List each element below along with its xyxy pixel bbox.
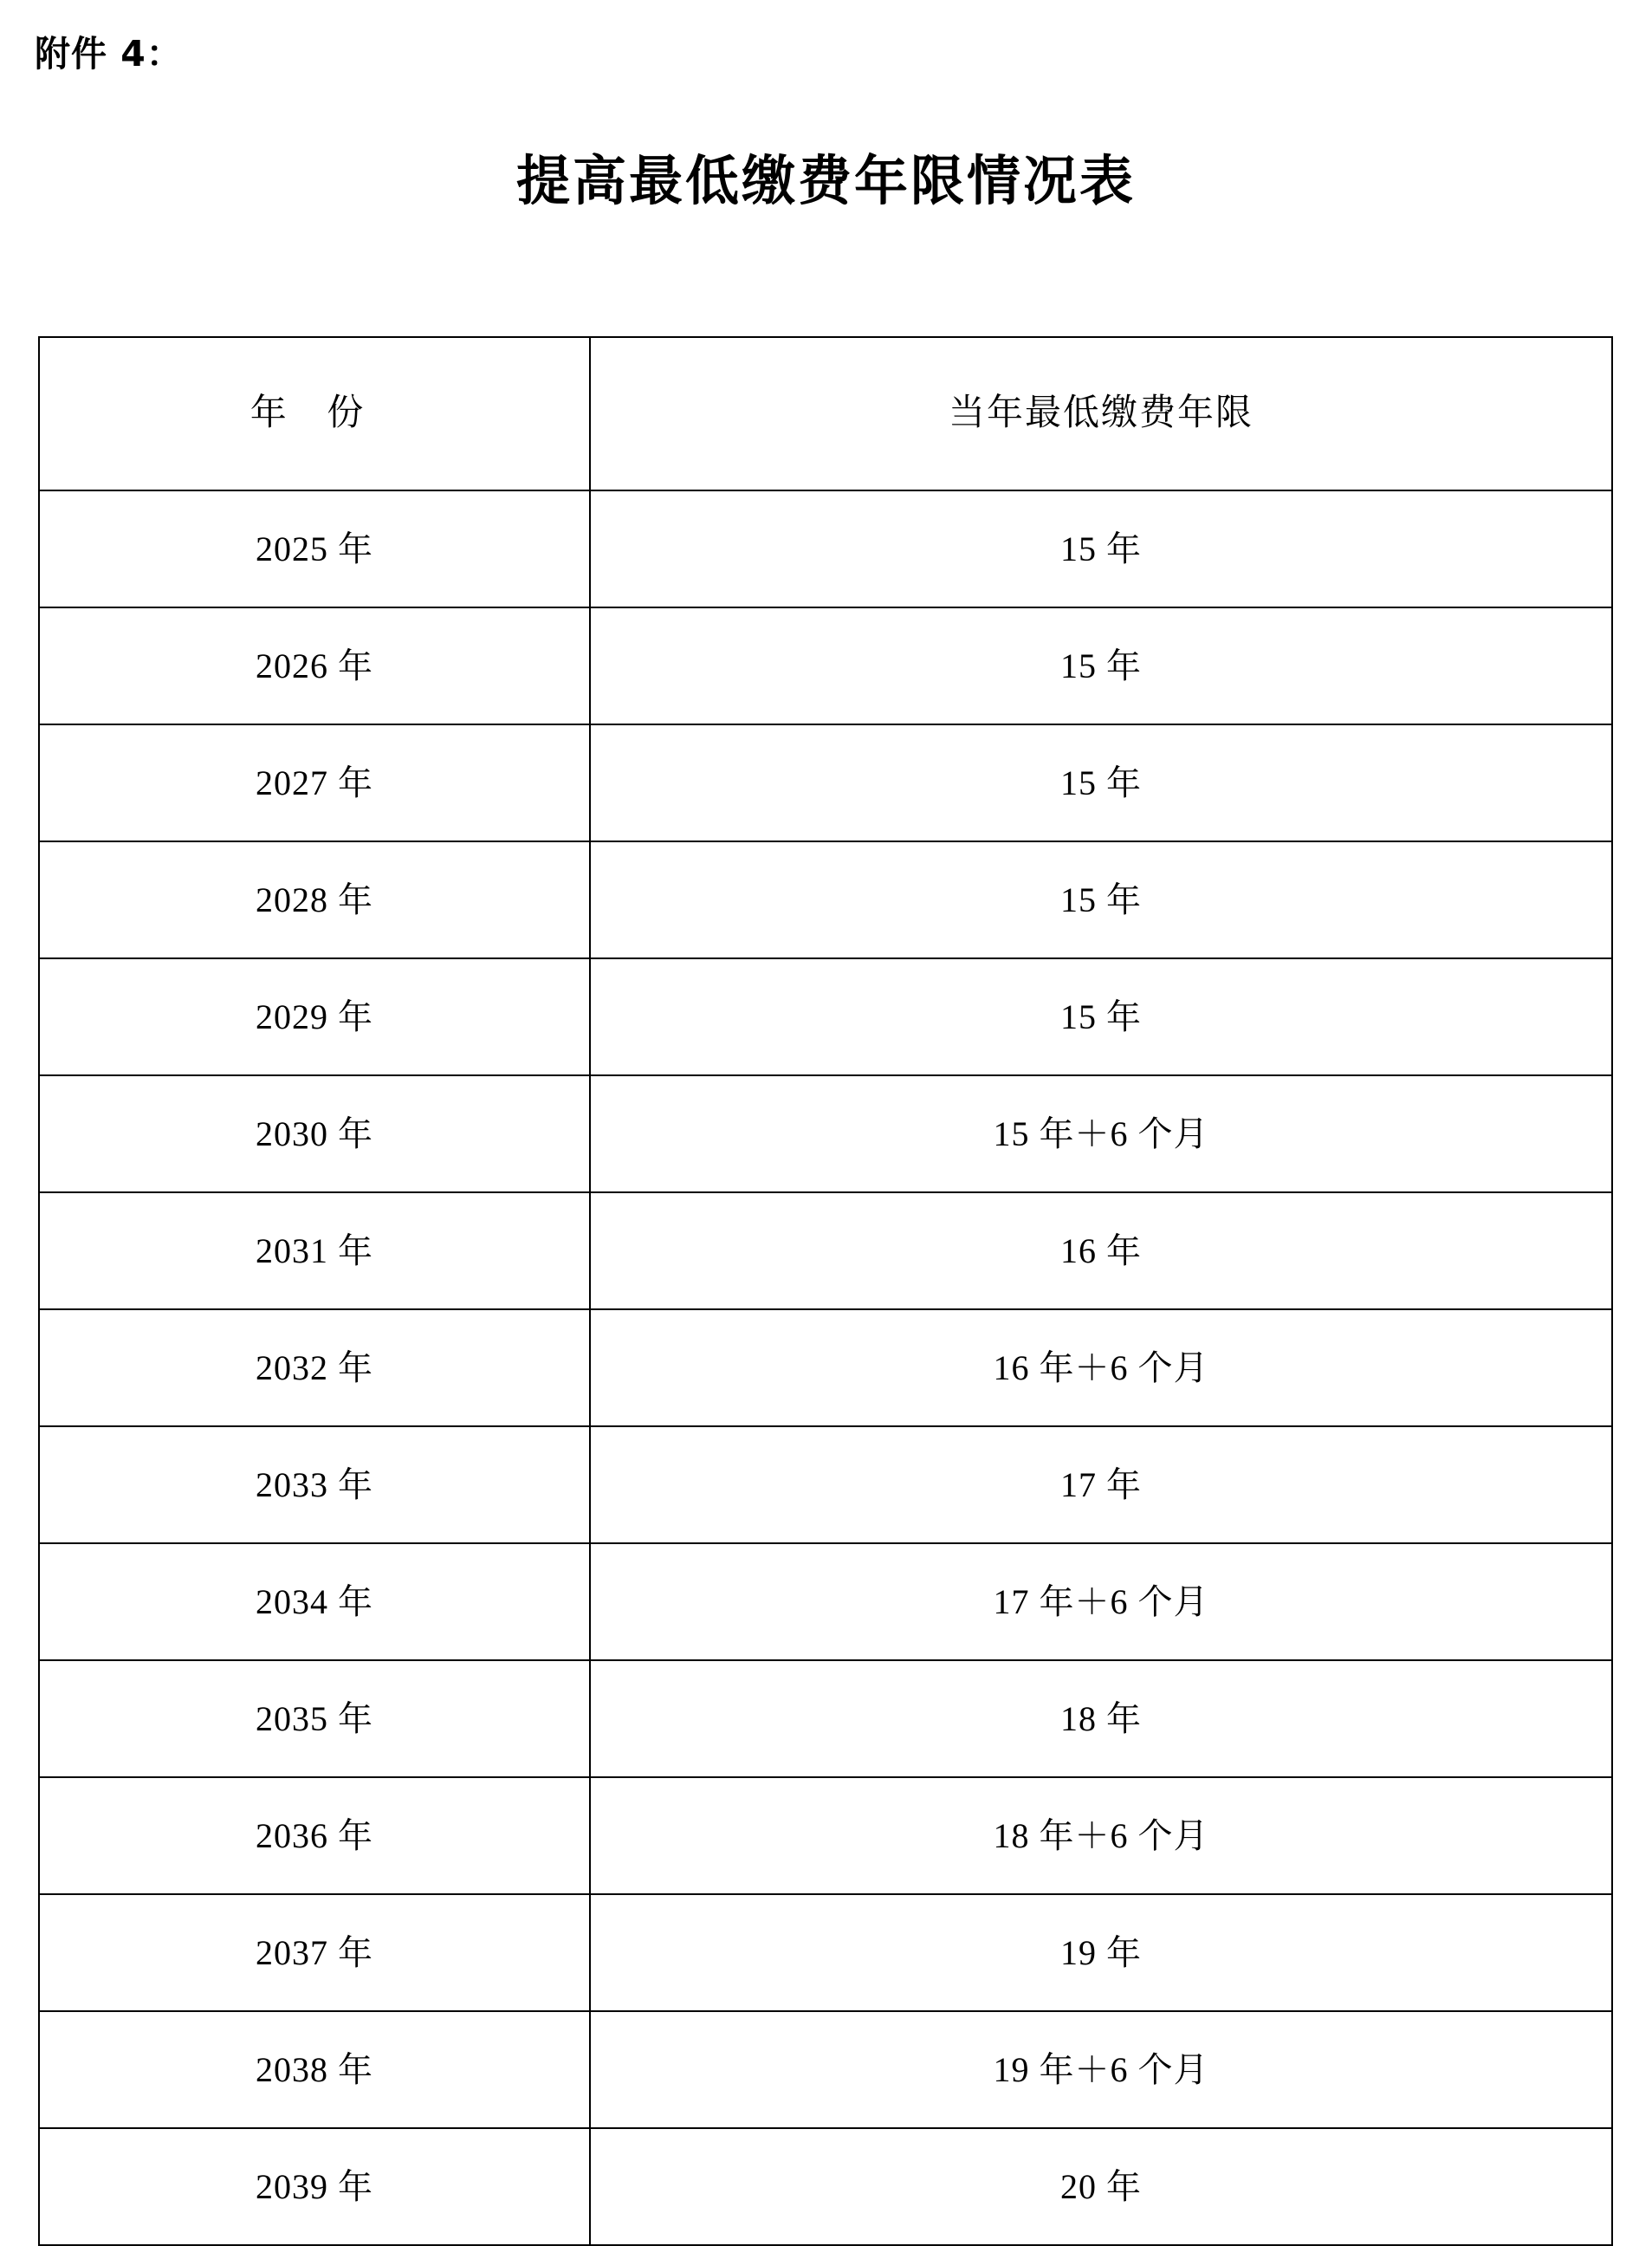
minimum-contribution-years-table [38,336,1613,2246]
column-header-year: 年 份 [39,337,590,490]
cell-year: 2033 年 [39,1426,590,1543]
table-row [39,1660,1612,1777]
cell-year: 2025 年 [39,490,590,607]
table-row [39,607,1612,724]
page-title: 提高最低缴费年限情况表 [515,149,1136,212]
cell-year: 2036 年 [39,1777,590,1894]
table-row [39,1894,1612,2011]
cell-minimum-years: 17 年 [590,1426,1612,1543]
attachment-label: 附件 4： [35,33,183,75]
cell-minimum-years: 15 年 [590,841,1612,958]
cell-minimum-years: 16 年 [590,1192,1612,1309]
table-row [39,1426,1612,1543]
cell-year: 2032 年 [39,1309,590,1426]
table-row [39,1543,1612,1660]
cell-year: 2039 年 [39,2128,590,2245]
cell-year: 2034 年 [39,1543,590,1660]
cell-minimum-years: 15 年 [590,724,1612,841]
table-row [39,2011,1612,2128]
table-body [39,490,1612,2245]
column-header-minimum-years: 当年最低缴费年限 [590,337,1612,490]
cell-minimum-years: 15 年 [590,490,1612,607]
cell-minimum-years: 16 年＋6 个月 [590,1309,1612,1426]
table-row [39,2128,1612,2245]
cell-year: 2026 年 [39,607,590,724]
table-row [39,841,1612,958]
table-row [39,1192,1612,1309]
cell-minimum-years: 15 年＋6 个月 [590,1075,1612,1192]
table-row [39,1777,1612,1894]
table-row [39,724,1612,841]
cell-minimum-years: 17 年＋6 个月 [590,1543,1612,1660]
cell-minimum-years: 15 年 [590,607,1612,724]
cell-year: 2035 年 [39,1660,590,1777]
table-row [39,1309,1612,1426]
cell-year: 2030 年 [39,1075,590,1192]
cell-year: 2027 年 [39,724,590,841]
cell-year: 2028 年 [39,841,590,958]
cell-minimum-years: 18 年 [590,1660,1612,1777]
cell-year: 2037 年 [39,1894,590,2011]
table-container [38,336,1613,2246]
cell-minimum-years: 15 年 [590,958,1612,1075]
table-row [39,1075,1612,1192]
cell-minimum-years: 20 年 [590,2128,1612,2245]
table-header [39,337,1612,490]
table-row [39,490,1612,607]
cell-year: 2029 年 [39,958,590,1075]
cell-minimum-years: 19 年 [590,1894,1612,2011]
table-row [39,958,1612,1075]
table-header-row [39,337,1612,490]
cell-year: 2038 年 [39,2011,590,2128]
cell-year: 2031 年 [39,1192,590,1309]
cell-minimum-years: 19 年＋6 个月 [590,2011,1612,2128]
cell-minimum-years: 18 年＋6 个月 [590,1777,1612,1894]
